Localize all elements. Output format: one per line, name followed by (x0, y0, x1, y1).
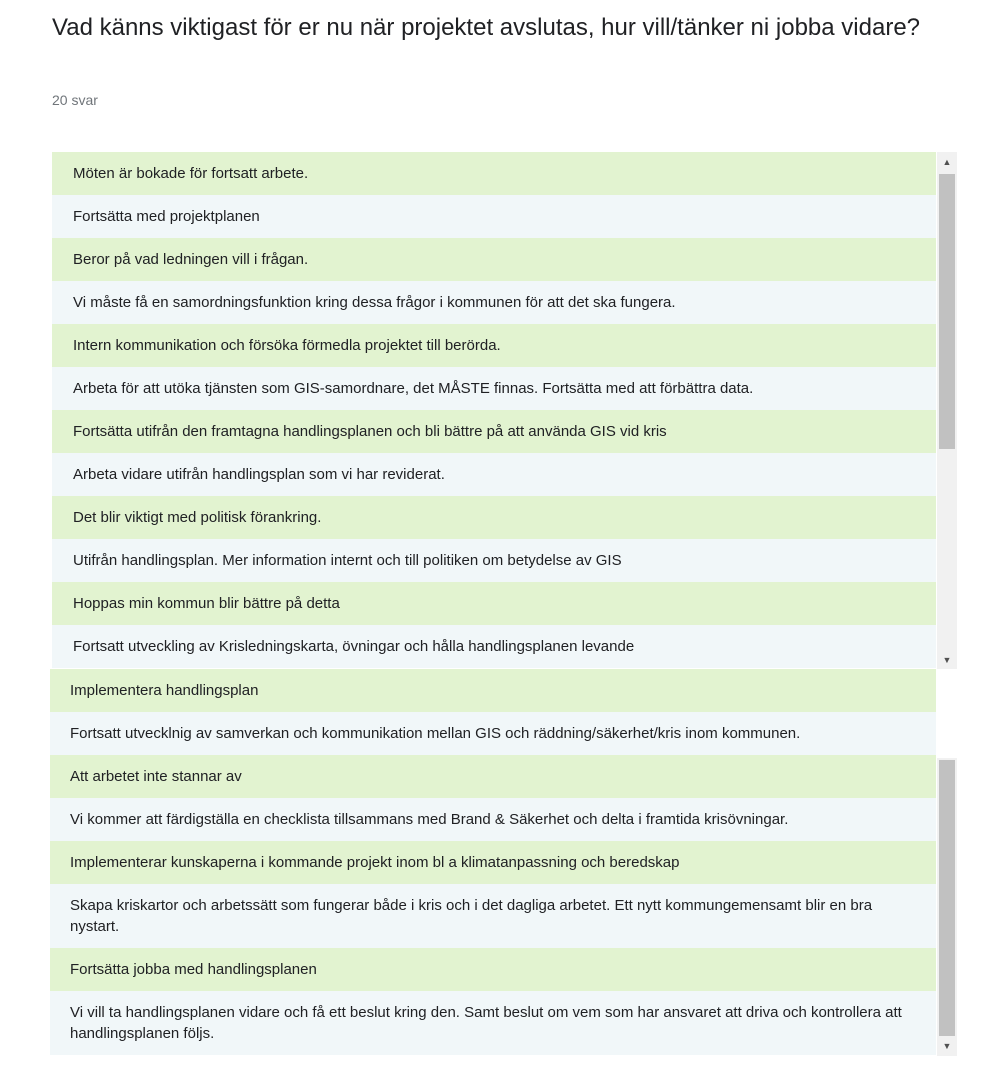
response-item: Fortsatt utvecklnig av samverkan och kommunikation mellan GIS och räddning/säkerhet/kris inom kommunen. (50, 712, 936, 755)
scrollbar-thumb[interactable] (939, 760, 955, 1036)
scrollbar-top[interactable] (937, 152, 957, 669)
response-item: Implementera handlingsplan (50, 669, 936, 712)
response-item: Vi vill ta handlingsplanen vidare och få ett beslut kring den. Samt beslut om vem som har ansvaret att driva och kontrollera att handlingsplanen följs. (50, 991, 936, 1055)
response-list-2 (50, 669, 936, 1055)
response-item: Arbeta för att utöka tjänsten som GIS-samordnare, det MÅSTE finnas. Fortsätta med att förbättra data. (52, 367, 936, 410)
scroll-up-icon[interactable]: ▲ (942, 157, 952, 167)
response-item: Fortsätta med projektplanen (52, 195, 936, 238)
response-item: Vi måste få en samordningsfunktion kring dessa frågor i kommunen för att det ska fungera. (52, 281, 936, 324)
response-item: Fortsätta utifrån den framtagna handlingsplanen och bli bättre på att använda GIS vid kris (52, 410, 936, 453)
response-item: Implementerar kunskaperna i kommande projekt inom bl a klimatanpassning och beredskap (50, 841, 936, 884)
response-item: Intern kommunikation och försöka förmedla projektet till berörda. (52, 324, 936, 367)
scroll-down-icon[interactable]: ▼ (942, 1041, 952, 1051)
response-item: Fortsätta jobba med handlingsplanen (50, 948, 936, 991)
response-item: Skapa kriskartor och arbetssätt som fungerar både i kris och i det dagliga arbetet. Ett nytt kommungemensamt blir en bra nystart. (50, 884, 936, 948)
response-item: Det blir viktigt med politisk förankring. (52, 496, 936, 539)
scrollbar-bottom[interactable] (937, 758, 957, 1056)
response-item: Hoppas min kommun blir bättre på detta (52, 582, 936, 625)
scroll-down-icon[interactable]: ▼ (942, 655, 952, 665)
response-item: Vi kommer att färdigställa en checklista tillsammans med Brand & Säkerhet och delta i framtida krisövningar. (50, 798, 936, 841)
response-item: Möten är bokade för fortsatt arbete. (52, 152, 936, 195)
response-item: Att arbetet inte stannar av (50, 755, 936, 798)
question-title: Vad känns viktigast för er nu när projektet avslutas, hur vill/tänker ni jobba vidare? (52, 14, 921, 41)
scrollbar-thumb[interactable] (939, 174, 955, 449)
response-item: Utifrån handlingsplan. Mer information internt och till politiken om betydelse av GIS (52, 539, 936, 582)
response-item: Arbeta vidare utifrån handlingsplan som vi har reviderat. (52, 453, 936, 496)
response-count: 20 svar (52, 92, 98, 108)
response-item: Fortsatt utveckling av Krisledningskarta, övningar och hålla handlingsplanen levande (52, 625, 936, 668)
response-item: Beror på vad ledningen vill i frågan. (52, 238, 936, 281)
response-list-1 (52, 152, 936, 668)
